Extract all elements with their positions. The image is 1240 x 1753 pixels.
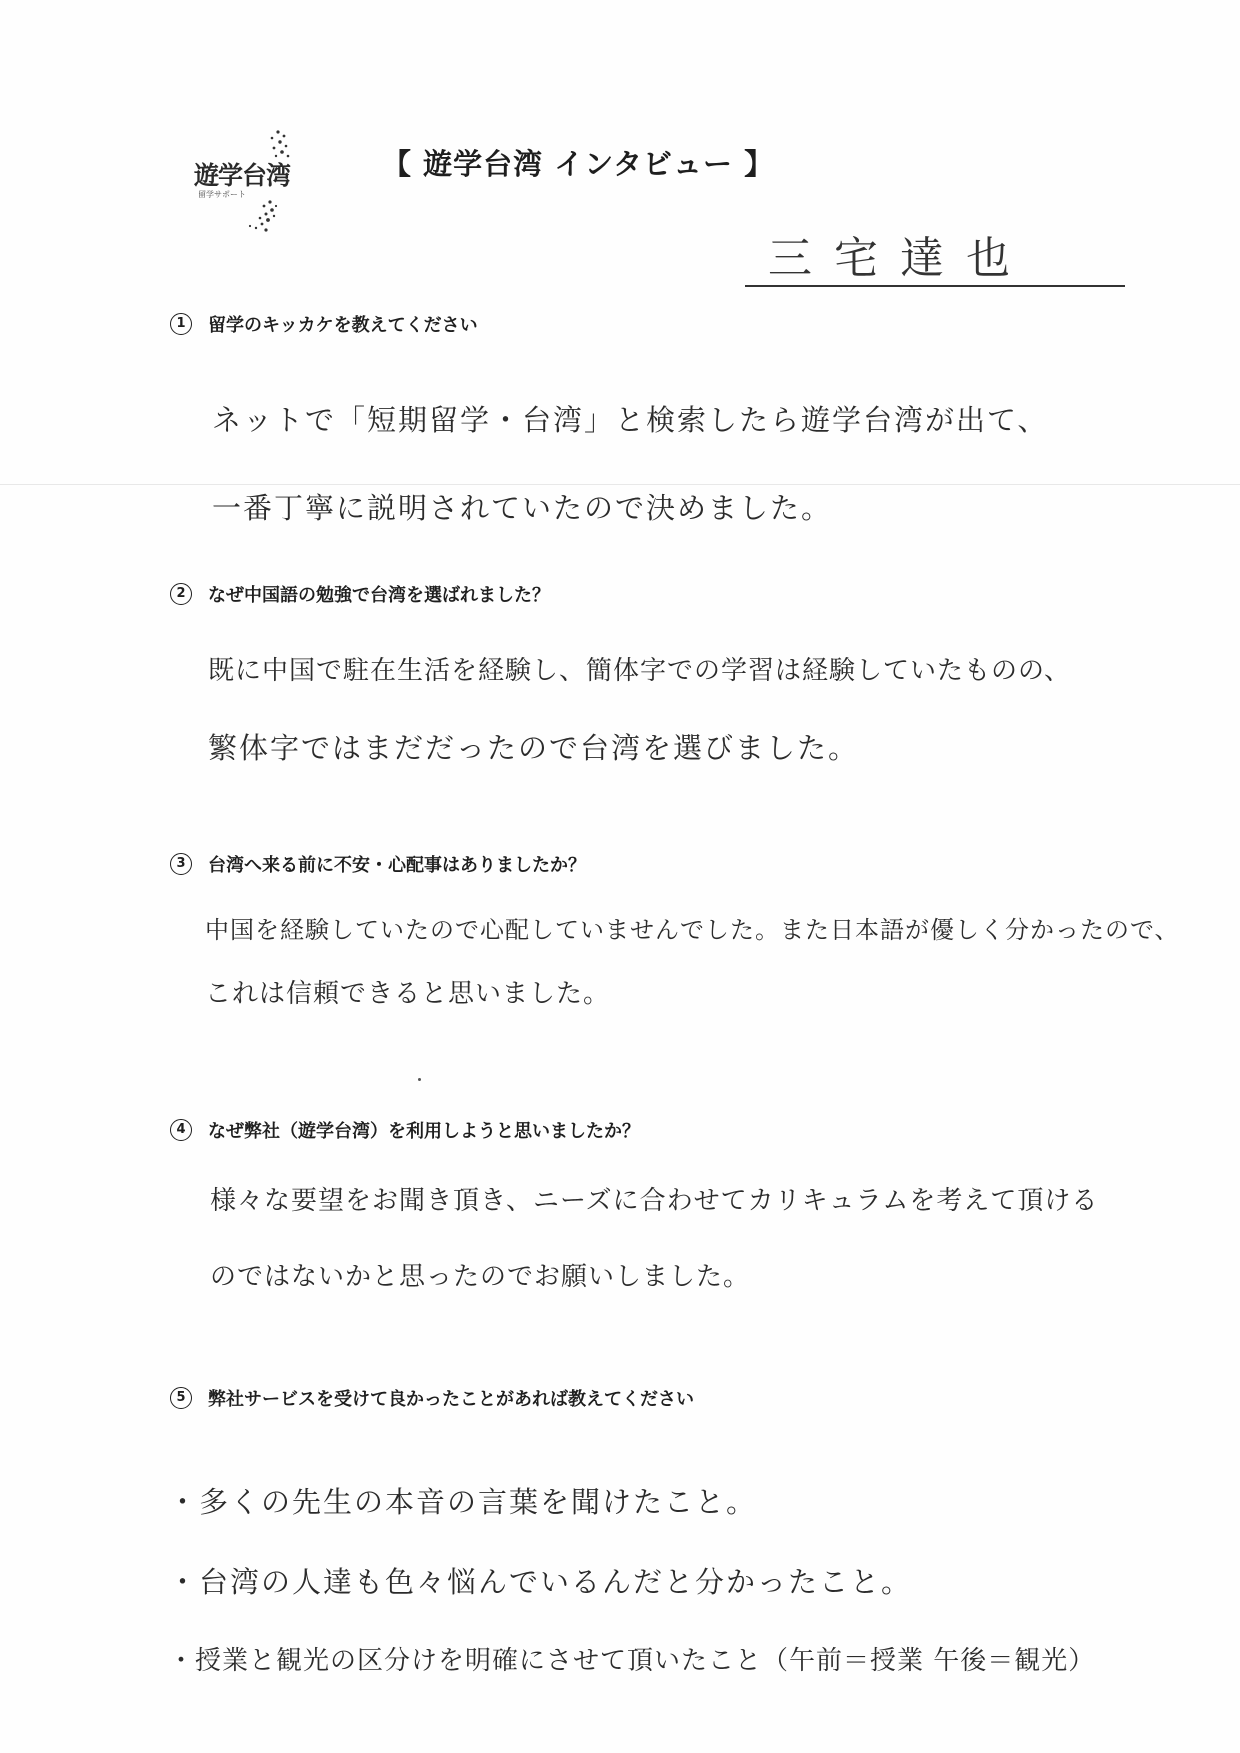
- question-number: 5: [170, 1387, 192, 1409]
- answer-5-line-3: ・授業と観光の区分けを明確にさせて頂いたこと（午前＝授業 午後＝観光）: [168, 1646, 1096, 1676]
- question-3: [170, 851, 586, 877]
- scan-speck: [418, 1078, 421, 1081]
- question-text: 留学のキッカケを教えてください: [208, 315, 478, 336]
- answer-1-line-2: 一番丁寧に説明されていたので決めました。: [212, 491, 833, 525]
- answer-2-line-1: 既に中国で駐在生活を経験し、簡体字での学習は経験していたものの、: [208, 656, 1071, 686]
- logo-tagline: 留学サポート: [198, 190, 246, 199]
- answer-3-line-2: これは信頼できると思いました。: [205, 979, 611, 1009]
- logo: [186, 126, 306, 236]
- question-number: 3: [170, 853, 192, 875]
- answer-4-line-1: 様々な要望をお聞き頂き、ニーズに合わせてカリキュラムを考えて頂ける: [210, 1186, 1099, 1216]
- document-title: 【 遊学台湾 インタビュー 】: [382, 147, 775, 181]
- logo-title: 遊学台湾: [194, 161, 291, 190]
- question-text: なぜ弊社（遊学台湾）を利用しようと思いましたか？: [208, 1121, 640, 1142]
- answer-5-line-1: ・多くの先生の本音の言葉を聞けたこと。: [168, 1485, 758, 1519]
- question-1: [170, 311, 478, 337]
- question-5: [170, 1385, 694, 1411]
- interviewee-name: 三宅達也: [768, 233, 1032, 284]
- question-text: なぜ中国語の勉強で台湾を選ばれました？: [208, 585, 550, 606]
- question-2: [170, 581, 550, 607]
- answer-5-line-2: ・台湾の人達も色々悩んでいるんだと分かったこと。: [168, 1565, 913, 1599]
- question-text: 弊社サービスを受けて良かったことがあれば教えてください: [208, 1389, 694, 1410]
- name-underline: [745, 285, 1125, 287]
- answer-3-line-1: 中国を経験していたので心配していませんでした。また日本語が優しく分かったので、: [205, 916, 1180, 944]
- question-number: 1: [170, 313, 192, 335]
- question-text: 台湾へ来る前に不安・心配事はありましたか？: [208, 855, 586, 876]
- answer-1-line-1: ネットで「短期留学・台湾」と検索したら遊学台湾が出て、: [212, 403, 1049, 437]
- question-4: [170, 1117, 640, 1143]
- question-number: 2: [170, 583, 192, 605]
- scan-fold-line: [0, 484, 1240, 485]
- question-number: 4: [170, 1119, 192, 1141]
- answer-2-line-2: 繁体字ではまだだったので台湾を選びました。: [208, 731, 860, 765]
- answer-4-line-2: のではないかと思ったのでお願いしました。: [210, 1262, 751, 1292]
